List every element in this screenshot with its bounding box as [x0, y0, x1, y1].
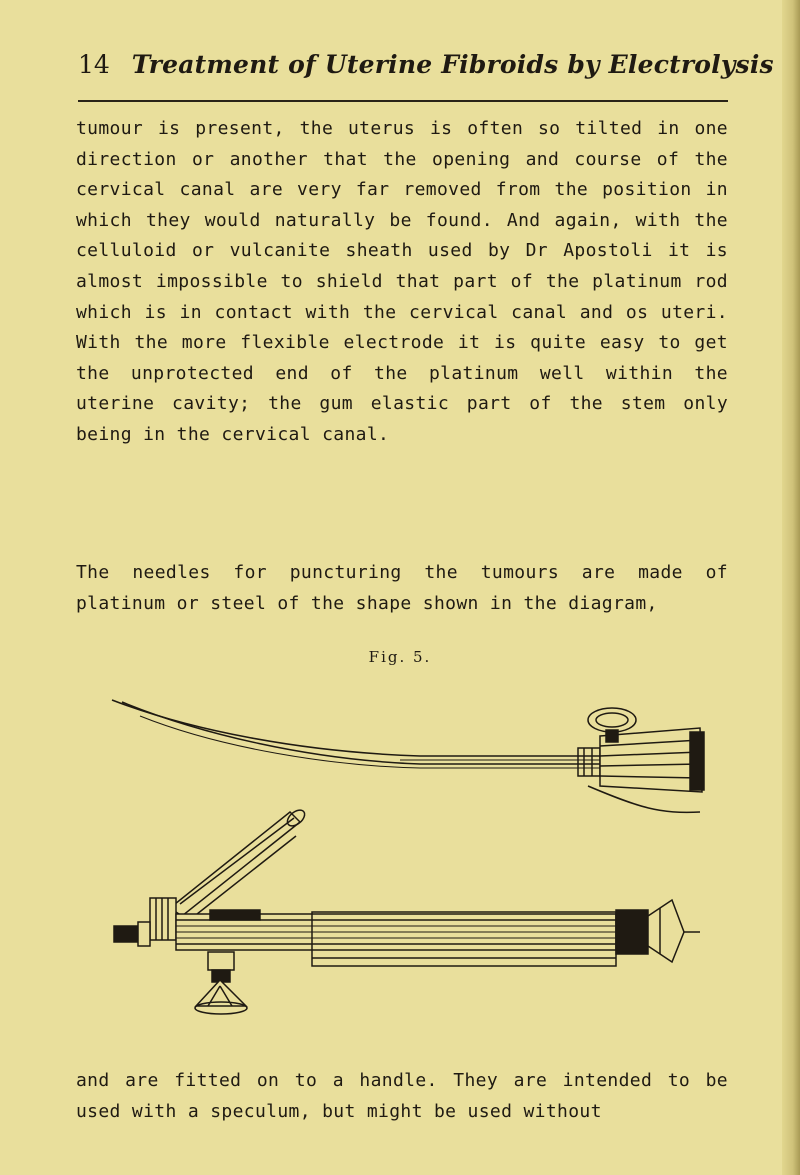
- page-edge: [782, 0, 800, 1175]
- upper-needle-drawing: [112, 700, 704, 812]
- body-text-block: [76, 1066, 728, 1127]
- header-rule: [78, 100, 728, 102]
- paragraph: tumour is present, the uterus is often so tilted in one direction or another that the opening and course of the cervical canal are very far removed from the position in which they would naturally be found. And again, with the celluloid or vulcanite sheath used by Dr Apostoli it is almost impossible to shield that part of the platinum rod which is in contact with the cervical canal and os uteri. With the more flexible electrode it is quite easy to get the unprotected end of the platinum well within the uterine cavity; the gum elastic part of the stem only being in the cervical canal.: [76, 118, 728, 445]
- body-text-block: [76, 558, 728, 619]
- figure-needle-illustration: [100, 690, 720, 1044]
- running-title: Treatment of Uterine Fibroids by Electrolysis: [131, 50, 774, 79]
- figure-caption: Fig. 5.: [368, 648, 432, 666]
- paragraph: The needles for puncturing the tumours are made of platinum or steel of the shape shown in the diagram,: [76, 562, 728, 614]
- page-number: 14: [78, 50, 110, 79]
- lower-needle-drawing: [114, 807, 700, 1014]
- body-text-block: [76, 114, 728, 451]
- running-header: [78, 50, 774, 80]
- paragraph: and are fitted on to a handle. They are intended to be used with a speculum, but might be used without: [76, 1070, 728, 1122]
